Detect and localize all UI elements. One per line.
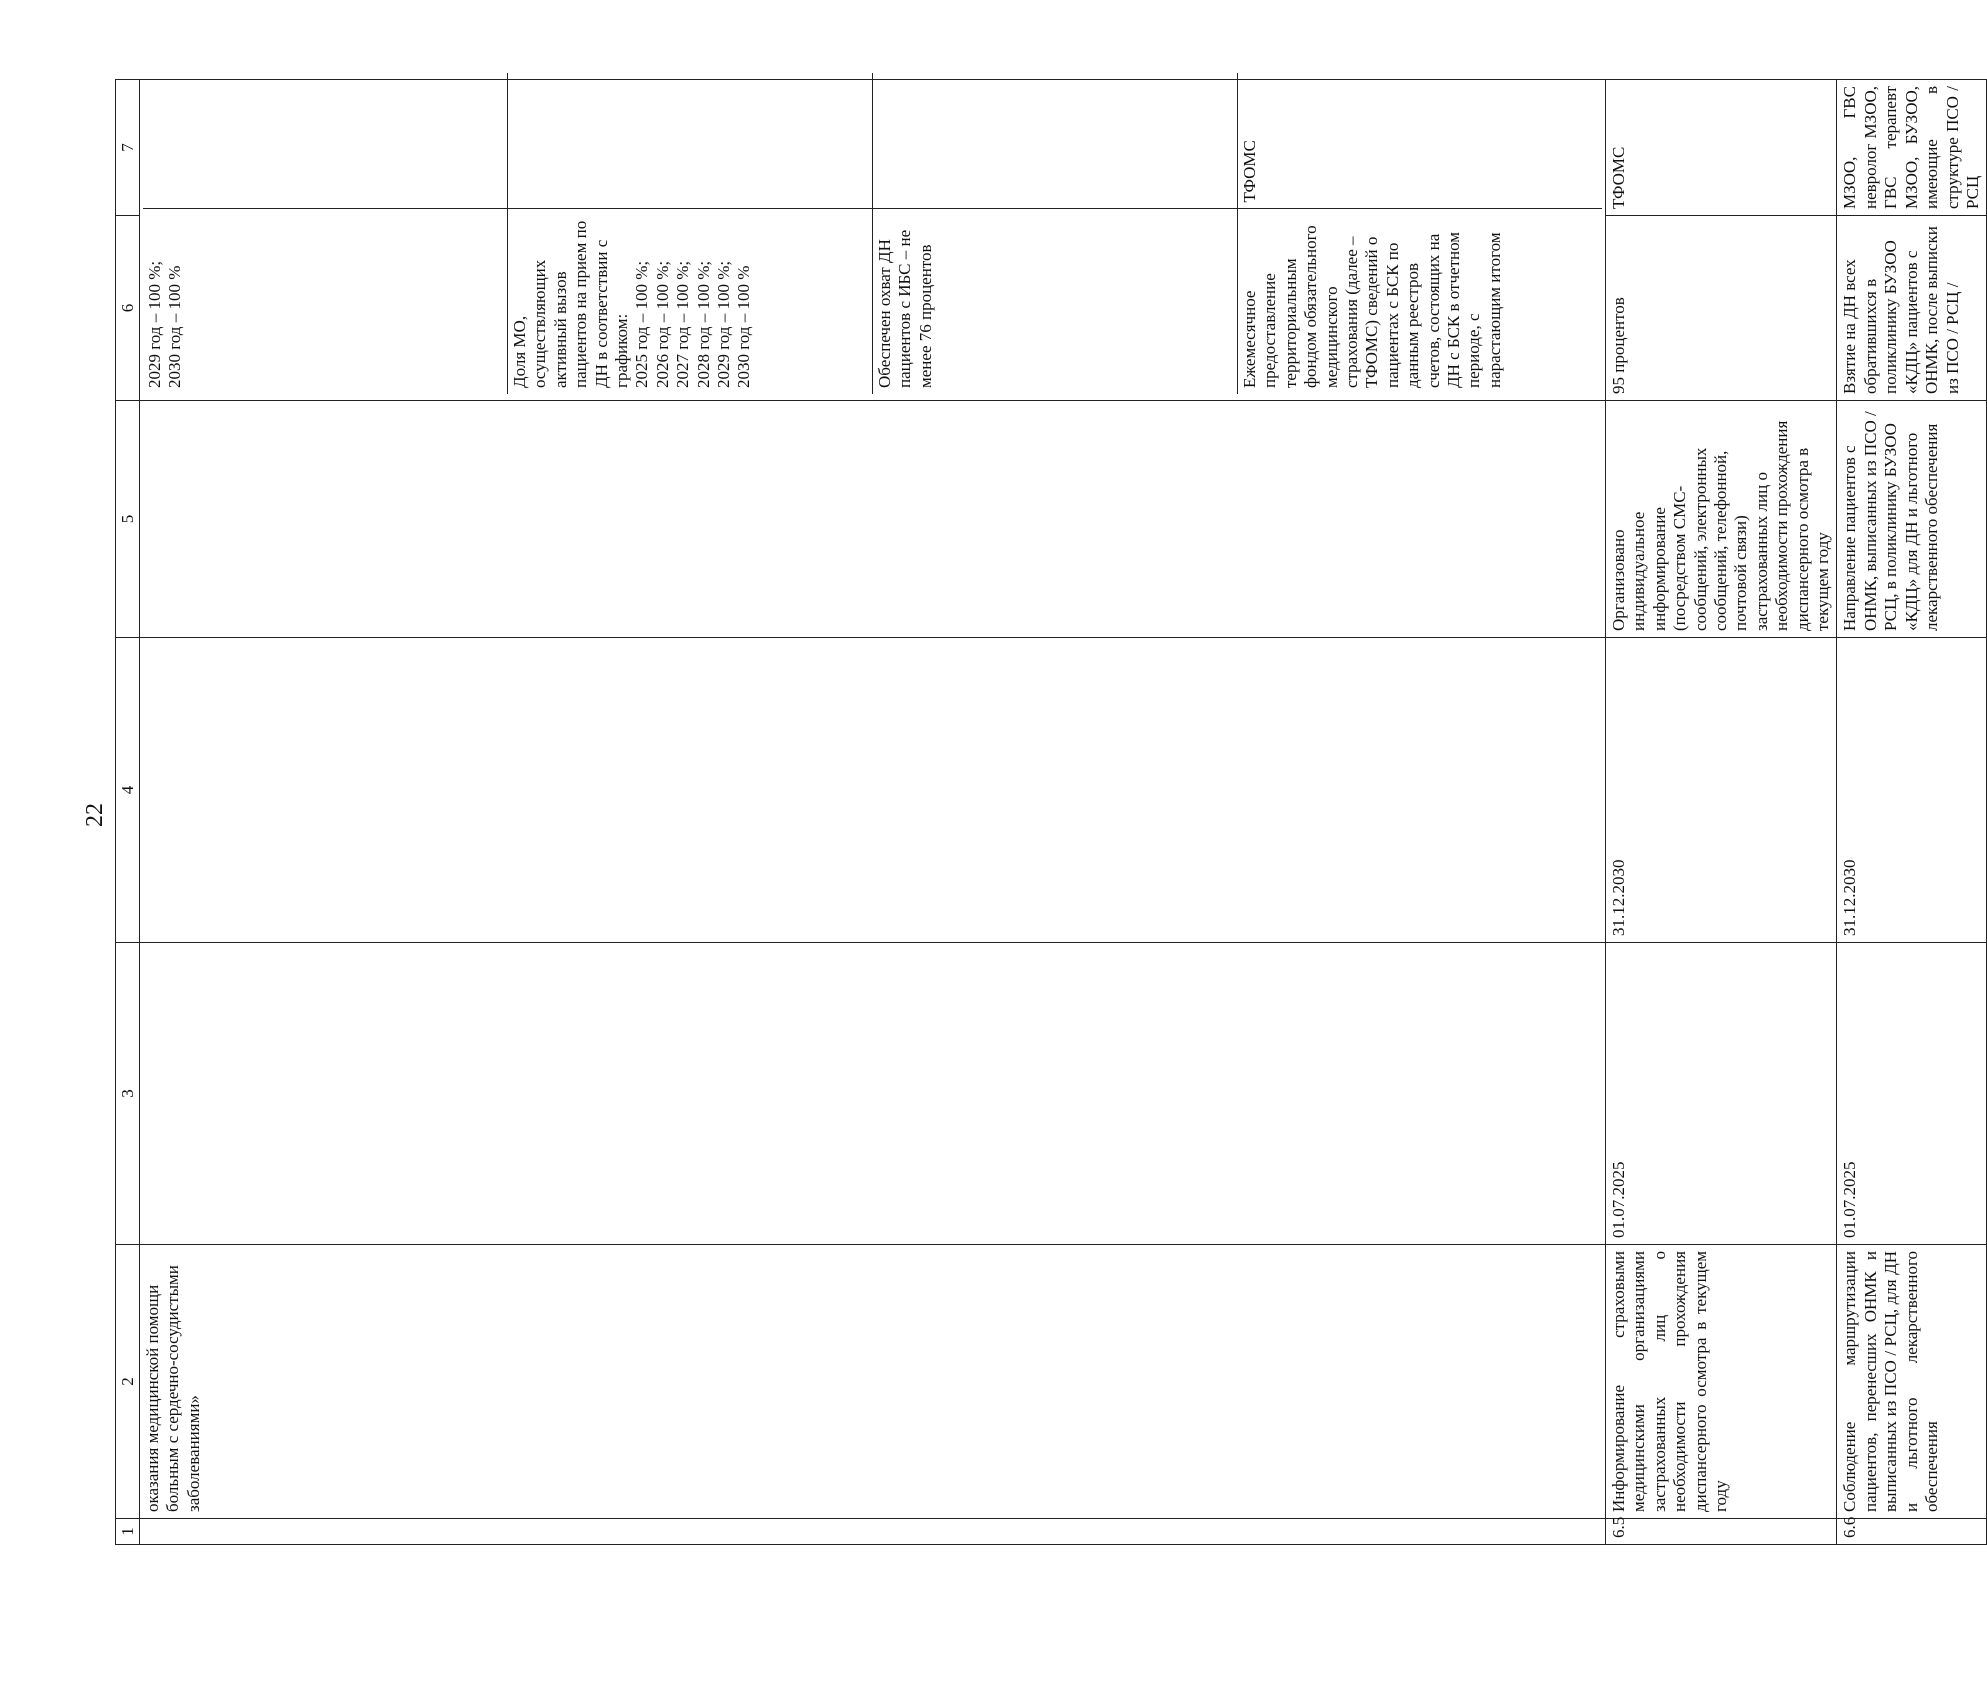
nested-row	[143, 73, 508, 394]
cell-indicator: Взятие на ДН всех обратившихся в поликлинику БУЗОО «КДЦ» пациентов с ОНМК, после выписки из ПСО / РСЦ /	[1837, 216, 1987, 401]
indicator-line: 2029 год – 100 %;	[145, 260, 164, 388]
indicator-line: 2029 год – 100 %;	[714, 260, 734, 388]
header-cell: 2	[116, 1245, 140, 1519]
header-cell: 5	[116, 401, 140, 638]
cell-number: 6.5	[1606, 1519, 1837, 1545]
header-cell: 1	[116, 1519, 140, 1545]
table-row-6-5	[1606, 80, 1837, 1545]
main-table	[115, 79, 1987, 1545]
cell-event-name: Соблюдение маршрутизации пациентов, перенесших ОНМК и выписанных из ПСО / РСЦ, для ДН и льготного лекарственного обеспечения	[1837, 1245, 1987, 1519]
responsible-cell	[143, 73, 508, 209]
indicator-line: Доля МО, осуществляющих активный вызов пациентов на прием по ДН в соответствии с графиком:	[510, 220, 632, 388]
nested-row	[1238, 73, 1603, 394]
cell-start-date: 01.07.2025	[1837, 943, 1987, 1245]
cell-event-name: Информирование страховыми медицинскими организациями застрахованных лиц о необходимости прохождения диспансерного осмотра в текущем году	[1606, 1245, 1837, 1519]
nested-row	[508, 73, 873, 394]
indicator-cell	[873, 209, 1238, 394]
indicator-cell	[508, 209, 873, 394]
header-cell: 6	[116, 216, 140, 401]
responsible-cell	[873, 73, 1238, 209]
indicator-line: 2026 год – 100 %;	[652, 260, 672, 388]
header-cell: 4	[116, 638, 140, 943]
cell-number	[140, 1519, 1606, 1545]
header-cell: 3	[116, 943, 140, 1245]
indicator-cell	[1238, 209, 1603, 394]
indicator-line: Обеспечен охват ДН пациентов с ИБС – не менее 76 процентов	[875, 229, 935, 388]
responsible-cell: ТФОМС	[1240, 140, 1259, 203]
indicator-line: 2030 год – 100 %	[165, 265, 185, 388]
cell-event-name: оказания медицинской помощи больным с сердечно-сосудистыми заболеваниями»	[140, 1245, 1606, 1519]
cell-result: Направление пациентов с ОНМК, выписанных из ПСО / РСЦ, в поликлинику БУЗОО «КДЦ» для ДН и льготного лекарственного обеспечения	[1837, 401, 1987, 638]
cell-indicators-nested	[140, 80, 1606, 401]
table-row-6-6	[1837, 80, 1987, 1545]
cell-indicator: 95 процентов	[1606, 216, 1837, 401]
indicator-line: 2027 год – 100 %;	[673, 260, 693, 388]
cell-end-date: 31.12.2030	[1837, 638, 1987, 943]
cell-start-date: 01.07.2025	[1606, 943, 1837, 1245]
indicator-line: 2028 год – 100 %;	[693, 260, 713, 388]
cell-end-date	[140, 638, 1606, 943]
cell-result	[140, 401, 1606, 638]
table-header-row	[116, 80, 140, 1545]
indicator-cell	[143, 209, 508, 394]
nested-row	[873, 73, 1238, 394]
cell-result: Организовано индивидуальное информирование (посредством СМС-сообщений, электронных сообщений, телефонной, почтовой связи) застрахованных лиц о необходимости прохождения диспансерного осмотра в текущем году	[1606, 401, 1837, 638]
cell-responsible: ТФОМС	[1606, 80, 1837, 216]
cell-number: 6.6	[1837, 1519, 1987, 1545]
page-number: 22	[82, 803, 108, 827]
indicator-line: 2025 год – 100 %;	[632, 260, 652, 388]
cell-responsible: МЗОО, ГВС невролог МЗОО, ГВС терапевт МЗОО, БУЗОО, имеющие в структуре ПСО / РСЦ	[1837, 80, 1987, 216]
table-row-continuation	[140, 80, 1606, 1545]
indicator-line: Ежемесячное предоставление территориальным фондом обязательного медицинского страхования (далее – ТФОМС) сведений о пациентах с БСК по данным реестров счетов, состоящих на ДН с БСК в отчетном периоде, с нарастающим итогом	[1240, 225, 1504, 388]
nested-indicator-table	[143, 73, 1602, 394]
rotated-table-container	[115, 80, 1982, 1545]
cell-start-date	[140, 943, 1606, 1245]
responsible-cell	[508, 73, 873, 209]
header-cell: 7	[116, 80, 140, 216]
indicator-line: 2030 год – 100 %	[734, 265, 754, 388]
cell-end-date: 31.12.2030	[1606, 638, 1837, 943]
